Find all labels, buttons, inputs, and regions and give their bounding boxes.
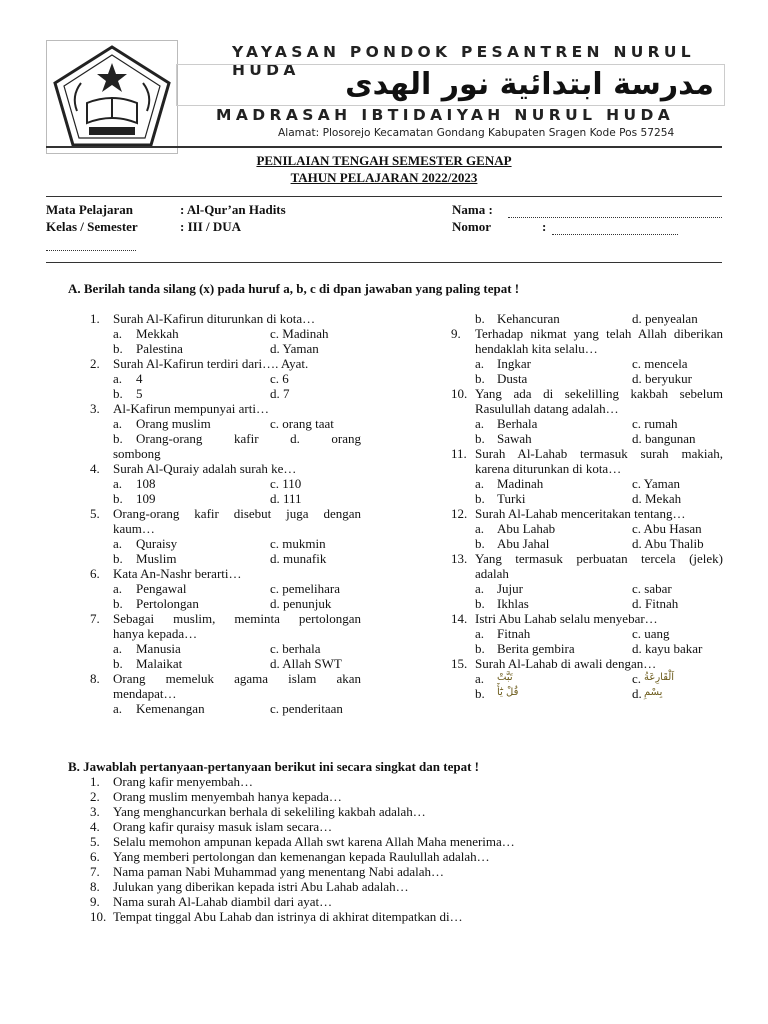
extra-field[interactable] <box>46 239 136 255</box>
option-text: Malaikat <box>136 656 183 671</box>
question-text-continued: sombong <box>113 446 161 461</box>
option-letter: a. <box>113 581 123 596</box>
option-text: d. Abu Thalib <box>632 536 704 551</box>
essay-number: 7. <box>90 864 100 879</box>
option-letter: b. <box>475 641 485 656</box>
option-text: Orang-orang kafir d. orang <box>136 431 361 446</box>
option-text: d. kayu bakar <box>632 641 703 656</box>
essay-number: 8. <box>90 879 100 894</box>
option-letter: b. <box>113 551 123 566</box>
option-text: Fitnah <box>497 626 531 641</box>
option-text: 109 <box>136 491 156 506</box>
kemenag-emblem-icon <box>47 41 177 153</box>
question-text: Orang-orang kafir disebut juga dengan <box>113 506 361 521</box>
question-text: Terhadap nikmat yang telah Allah diberikan <box>475 326 723 341</box>
question-text: Al-Kafirun mempunyai arti… <box>113 401 269 416</box>
option-letter: b. <box>113 596 123 611</box>
question-number: 8. <box>90 671 100 686</box>
option-text: Kehancuran <box>497 311 560 326</box>
question-number: 10. <box>451 386 468 401</box>
option-letter: a. <box>113 416 123 431</box>
option-text: Pertolongan <box>136 596 199 611</box>
option-text: Mekkah <box>136 326 179 341</box>
question-number: 1. <box>90 311 100 326</box>
question-number: 14. <box>451 611 468 626</box>
option-letter: b. <box>475 596 485 611</box>
option-text: c. pemelihara <box>270 581 341 596</box>
question-text: Surah Al-Lahab menceritakan tentang… <box>475 506 686 521</box>
option-text: Turki <box>497 491 526 506</box>
option-letter: a. <box>475 476 485 491</box>
arabic-school-name-box <box>176 64 725 106</box>
school-name: MADRASAH IBTIDAIYAH NURUL HUDA <box>216 106 675 124</box>
option-letter: c. <box>632 671 642 686</box>
question-text: Surah Al-Lahab termasuk surah makiah, <box>475 446 723 461</box>
option-letter: b. <box>475 686 485 701</box>
option-text: Palestina <box>136 341 183 356</box>
option-text: d. munafik <box>270 551 327 566</box>
question-number: 6. <box>90 566 100 581</box>
question-text: Istri Abu Lahab selalu menyebar… <box>475 611 658 626</box>
essay-number: 2. <box>90 789 100 804</box>
option-text: c. mencela <box>632 356 688 371</box>
option-letter: b. <box>475 371 485 386</box>
option-text: Dusta <box>497 371 528 386</box>
option-letter: a. <box>113 476 123 491</box>
arabic-option-text: بِسْمِ <box>644 687 663 698</box>
essay-question: Selalu memohon ampunan kepada Allah swt karena Allah Maha menerima… <box>113 834 515 849</box>
option-letter: a. <box>113 371 123 386</box>
essay-question: Yang menghancurkan berhala di sekeliling kakbah adalah… <box>113 804 426 819</box>
option-text: c. orang taat <box>270 416 334 431</box>
option-letter: a. <box>113 641 123 656</box>
class-label: Kelas / Semester <box>46 219 138 234</box>
option-text: c. 6 <box>270 371 289 386</box>
option-letter: b. <box>475 491 485 506</box>
question-text-continued: adalah <box>475 566 509 581</box>
exam-year: TAHUN PELAJARAN 2022/2023 <box>290 170 478 185</box>
arabic-school-name: مدرسة ابتدائية نور الهدى <box>345 67 714 102</box>
number-label: Nomor <box>452 219 491 234</box>
arabic-option-text: اَلْقَارِعَةُ <box>644 672 675 683</box>
option-text: Ingkar <box>497 356 531 371</box>
option-text: Jujur <box>497 581 523 596</box>
school-address: Alamat: Plosorejo Kecamatan Gondang Kabupaten Sragen Kode Pos 57254 <box>278 127 675 139</box>
name-field[interactable] <box>508 206 722 222</box>
option-text: Quraisy <box>136 536 178 551</box>
option-text: Ikhlas <box>497 596 529 611</box>
option-text: c. Madinah <box>270 326 329 341</box>
question-number: 13. <box>451 551 468 566</box>
option-text: d. penyealan <box>632 311 698 326</box>
option-text: Kemenangan <box>136 701 205 716</box>
option-text: Berhala <box>497 416 538 431</box>
option-text: Abu Jahal <box>497 536 550 551</box>
option-text: c. Yaman <box>632 476 681 491</box>
option-text: Pengawal <box>136 581 187 596</box>
option-letter: b. <box>113 491 123 506</box>
subject-value: : Al-Qur’an Hadits <box>180 202 286 217</box>
essay-question: Orang muslim menyembah hanya kepada… <box>113 789 342 804</box>
question-text: Surah Al-Kafirun diturunkan di kota… <box>113 311 316 326</box>
question-text: Surah Al-Lahab di awali dengan… <box>475 656 657 671</box>
option-text: Sawah <box>497 431 532 446</box>
name-label: Nama : <box>452 202 493 217</box>
option-text: Orang muslim <box>136 416 211 431</box>
info-divider <box>46 262 722 263</box>
option-letter: a. <box>475 626 485 641</box>
option-letter: a. <box>475 416 485 431</box>
option-letter: a. <box>475 671 485 686</box>
essay-question: Julukan yang diberikan kepada istri Abu Lahab adalah… <box>113 879 409 894</box>
option-text: c. mukmin <box>270 536 326 551</box>
question-text: Surah Al-Kafirun terdiri dari…. Ayat. <box>113 356 309 371</box>
question-text: Surah Al-Quraiy adalah surah ke… <box>113 461 297 476</box>
option-letter: a. <box>113 536 123 551</box>
question-text-continued: karena diturunkan di kota… <box>475 461 622 476</box>
option-text: Madinah <box>497 476 544 491</box>
arabic-option-text: قُلْ يَٰٓأَ <box>497 687 519 698</box>
option-letter: b. <box>113 341 123 356</box>
question-number: 15. <box>451 656 468 671</box>
option-text: Abu Lahab <box>497 521 556 536</box>
option-letter: a. <box>475 356 485 371</box>
question-text-continued: hanya kepada… <box>113 626 198 641</box>
option-text: Muslim <box>136 551 177 566</box>
option-text: d. 111 <box>270 491 302 506</box>
essay-number: 3. <box>90 804 100 819</box>
question-text-continued: mendapat… <box>113 686 177 701</box>
option-text: c. penderitaan <box>270 701 343 716</box>
option-text: d. penunjuk <box>270 596 332 611</box>
option-text: c. 110 <box>270 476 302 491</box>
arabic-option-text: تَبَّتْ <box>497 672 513 683</box>
essay-number: 5. <box>90 834 100 849</box>
essay-number: 9. <box>90 894 100 909</box>
header-divider <box>46 146 722 148</box>
option-letter: d. <box>632 686 642 701</box>
option-letter: b. <box>113 656 123 671</box>
question-number: 3. <box>90 401 100 416</box>
essay-question: Nama paman Nabi Muhammad yang menentang Nabi adalah… <box>113 864 445 879</box>
section-b-heading: B. Jawablah pertanyaan-pertanyaan berikut ini secara singkat dan tepat ! <box>68 759 479 774</box>
question-number: 11. <box>451 446 467 461</box>
essay-question: Orang kafir quraisy masuk islam secara… <box>113 819 333 834</box>
question-number: 4. <box>90 461 100 476</box>
option-text: d. Allah SWT <box>270 656 342 671</box>
option-text: d. 7 <box>270 386 290 401</box>
option-text: d. Fitnah <box>632 596 679 611</box>
essay-question: Orang kafir menyembah… <box>113 774 254 789</box>
section-a-heading: A. Berilah tanda silang (x) pada huruf a, b, c di dpan jawaban yang paling tepat ! <box>68 281 520 296</box>
essay-question: Nama surah Al-Lahab diambil dari ayat… <box>113 894 333 909</box>
option-text: Manusia <box>136 641 181 656</box>
option-letter: b. <box>113 386 123 401</box>
essay-question: Tempat tinggal Abu Lahab dan istrinya di akhirat ditempatkan di… <box>113 909 463 924</box>
question-text: Orang memeluk agama islam akan <box>113 671 361 686</box>
option-text: 4 <box>136 371 143 386</box>
question-text: Yang termasuk perbuatan tercela (jelek) <box>475 551 723 566</box>
option-text: c. rumah <box>632 416 678 431</box>
title-divider <box>46 196 722 197</box>
number-field[interactable] <box>552 223 678 239</box>
class-value: : III / DUA <box>180 219 242 234</box>
option-text: d. bangunan <box>632 431 696 446</box>
question-text-continued: kaum… <box>113 521 155 536</box>
option-text: 108 <box>136 476 156 491</box>
option-letter: b. <box>475 311 485 326</box>
question-text: Sebagai muslim, meminta pertolongan <box>113 611 361 626</box>
question-text-continued: Rasulullah datang adalah… <box>475 401 619 416</box>
option-text: d. beryukur <box>632 371 692 386</box>
option-letter: a. <box>113 701 123 716</box>
option-letter: a. <box>475 581 485 596</box>
option-text: c. uang <box>632 626 670 641</box>
essay-number: 10. <box>90 909 107 924</box>
number-colon: : <box>542 219 547 234</box>
question-number: 7. <box>90 611 100 626</box>
option-letter: b. <box>475 431 485 446</box>
option-letter: b. <box>475 536 485 551</box>
question-number: 12. <box>451 506 468 521</box>
foundation-name: YAYASAN PONDOK PESANTREN NURUL HUDA <box>232 43 695 79</box>
subject-label: Mata Pelajaran <box>46 202 134 217</box>
school-logo <box>46 40 178 154</box>
option-text: Berita gembira <box>497 641 575 656</box>
option-letter: a. <box>475 521 485 536</box>
exam-title: PENILAIAN TENGAH SEMESTER GENAP <box>256 153 512 168</box>
essay-number: 4. <box>90 819 100 834</box>
essay-number: 6. <box>90 849 100 864</box>
question-number: 5. <box>90 506 100 521</box>
essay-number: 1. <box>90 774 100 789</box>
question-text: Yang ada di sekelilling kakbah sebelum <box>475 386 723 401</box>
option-text: d. Mekah <box>632 491 682 506</box>
question-text-continued: hendaklah kita selalu… <box>475 341 598 356</box>
question-number: 9. <box>451 326 461 341</box>
option-letter: b. <box>113 431 123 446</box>
option-text: c. Abu Hasan <box>632 521 702 536</box>
option-text: c. sabar <box>632 581 672 596</box>
option-text: 5 <box>136 386 143 401</box>
option-text: d. Yaman <box>270 341 319 356</box>
option-letter: a. <box>113 326 123 341</box>
option-text: c. berhala <box>270 641 321 656</box>
essay-question: Yang memberi pertolongan dan kemenangan kepada Raulullah adalah… <box>113 849 490 864</box>
question-number: 2. <box>90 356 100 371</box>
question-text: Kata An-Nashr berarti… <box>113 566 242 581</box>
